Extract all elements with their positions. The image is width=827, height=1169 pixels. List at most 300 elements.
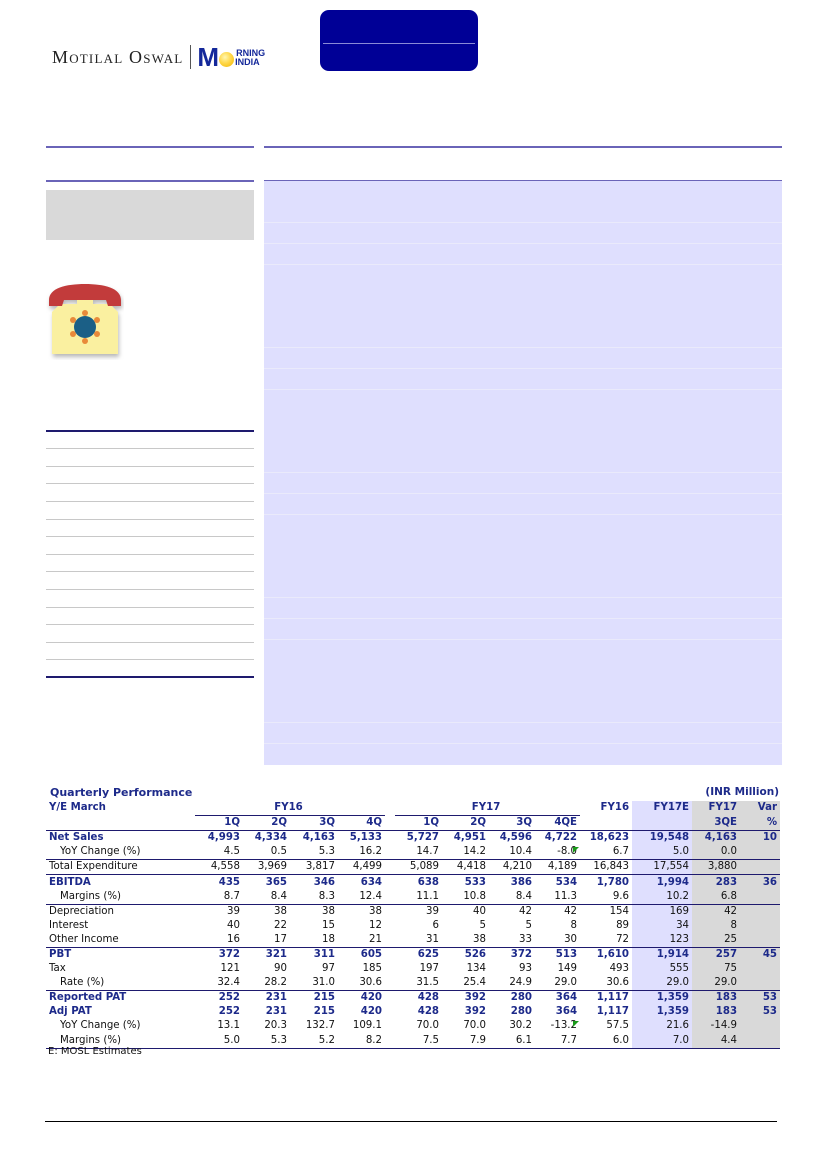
list-row bbox=[46, 590, 254, 608]
table-row bbox=[46, 860, 780, 875]
value-cell bbox=[740, 933, 780, 948]
cell-value: 39 bbox=[227, 905, 240, 917]
value-cell bbox=[489, 845, 535, 860]
value-cell bbox=[290, 933, 338, 948]
table-row bbox=[46, 1019, 780, 1033]
cell-value: 14.7 bbox=[416, 846, 440, 858]
value-cell bbox=[395, 947, 442, 962]
subheader-cell: 4Q bbox=[366, 817, 383, 829]
list-header-row bbox=[46, 414, 254, 432]
panel-separator bbox=[264, 472, 782, 473]
value-cell bbox=[632, 933, 692, 948]
value-cell bbox=[740, 890, 780, 905]
cell-value: 392 bbox=[464, 1006, 487, 1018]
cell-value: 30.6 bbox=[606, 977, 630, 989]
cell-value: 36 bbox=[762, 876, 778, 888]
subheader-cell: 3QE bbox=[692, 816, 740, 831]
value-cell bbox=[442, 919, 489, 933]
value-cell bbox=[243, 947, 290, 962]
value-cell bbox=[489, 1005, 535, 1019]
value-cell bbox=[243, 1005, 290, 1019]
cell-value: 45 bbox=[762, 948, 778, 960]
value-cell bbox=[692, 1005, 740, 1019]
cell-value: 215 bbox=[313, 992, 335, 1004]
value-cell bbox=[580, 976, 632, 991]
cell-value: 38 bbox=[274, 905, 287, 917]
value-cell bbox=[692, 1019, 740, 1033]
value-cell bbox=[580, 860, 632, 875]
panel-separator bbox=[264, 639, 782, 640]
value-cell bbox=[395, 831, 442, 846]
value-cell bbox=[489, 860, 535, 875]
cell-value: 132.7 bbox=[305, 1020, 335, 1032]
row-label: Interest bbox=[49, 919, 89, 931]
cell-value: 5.0 bbox=[223, 1034, 240, 1046]
value-cell bbox=[195, 962, 243, 976]
cell-value: 4,558 bbox=[210, 861, 240, 873]
value-cell bbox=[632, 919, 692, 933]
cell-value: 7.0 bbox=[672, 1034, 690, 1046]
cell-value-with-comment: -13.2 bbox=[550, 1020, 578, 1032]
value-cell bbox=[580, 875, 632, 890]
col-label-header: Y/E March bbox=[49, 802, 106, 814]
cell-value: 526 bbox=[464, 948, 487, 960]
value-cell bbox=[243, 831, 290, 846]
cell-value: 4,596 bbox=[499, 832, 533, 844]
value-cell bbox=[395, 1019, 442, 1033]
value-cell bbox=[195, 991, 243, 1006]
cell-value: 364 bbox=[555, 992, 578, 1004]
conference-call-icon bbox=[46, 282, 124, 360]
value-cell bbox=[692, 919, 740, 933]
value-cell bbox=[535, 933, 580, 948]
cell-value: 75 bbox=[724, 963, 738, 975]
cell-value: 40 bbox=[473, 905, 487, 917]
gap-cell bbox=[385, 919, 395, 933]
value-cell bbox=[489, 933, 535, 948]
value-cell bbox=[692, 860, 740, 875]
cell-value: 90 bbox=[274, 963, 287, 975]
cell-value: 197 bbox=[419, 963, 440, 975]
value-cell bbox=[535, 947, 580, 962]
value-cell bbox=[395, 845, 442, 860]
value-cell bbox=[489, 831, 535, 846]
value-cell bbox=[338, 1019, 385, 1033]
cell-value: 428 bbox=[417, 992, 440, 1004]
value-cell bbox=[740, 962, 780, 976]
cell-value: 183 bbox=[715, 1006, 738, 1018]
value-cell bbox=[195, 1034, 243, 1049]
cell-value: 53 bbox=[762, 992, 778, 1004]
cell-value: 18,623 bbox=[589, 832, 630, 844]
cell-value: 6.0 bbox=[612, 1034, 630, 1046]
cell-value: 121 bbox=[220, 963, 240, 975]
value-cell bbox=[580, 890, 632, 905]
value-cell bbox=[442, 1019, 489, 1033]
cell-value: 93 bbox=[519, 963, 533, 975]
right-section-rule-top bbox=[264, 146, 782, 148]
cell-value: 10.2 bbox=[666, 890, 690, 902]
subheader-cell: % bbox=[740, 816, 780, 831]
value-cell bbox=[489, 890, 535, 905]
value-cell bbox=[632, 904, 692, 919]
cell-value: 17 bbox=[274, 933, 287, 945]
value-cell bbox=[290, 976, 338, 991]
value-cell bbox=[195, 875, 243, 890]
value-cell bbox=[489, 919, 535, 933]
table-row bbox=[46, 1005, 780, 1019]
value-cell bbox=[395, 860, 442, 875]
col-header-fy17-quarter: FY17 bbox=[692, 801, 740, 816]
cell-value: 1,994 bbox=[656, 876, 690, 888]
value-cell bbox=[195, 890, 243, 905]
cell-value: 22 bbox=[274, 919, 287, 931]
cell-value: 8.2 bbox=[365, 1034, 383, 1046]
value-cell bbox=[692, 947, 740, 962]
panel-separator bbox=[264, 264, 782, 265]
value-cell bbox=[395, 991, 442, 1006]
wordmark-india: INDIA bbox=[235, 57, 260, 67]
cell-value: 39 bbox=[426, 905, 440, 917]
value-cell bbox=[338, 860, 385, 875]
table-row bbox=[46, 904, 780, 919]
table-group-header bbox=[46, 801, 780, 816]
cell-value: 29.0 bbox=[714, 977, 738, 989]
cell-value: 4,163 bbox=[704, 832, 738, 844]
row-label: Reported PAT bbox=[46, 991, 195, 1006]
cell-value: 16,843 bbox=[593, 861, 630, 873]
value-cell bbox=[740, 1019, 780, 1033]
value-cell bbox=[442, 890, 489, 905]
value-cell bbox=[442, 845, 489, 860]
cell-value: 386 bbox=[510, 876, 533, 888]
col-header-var: Var bbox=[740, 801, 780, 816]
group-header-fy16: FY16 bbox=[195, 801, 385, 816]
cell-value: 280 bbox=[510, 1006, 533, 1018]
value-cell bbox=[338, 947, 385, 962]
subheader-cell bbox=[580, 816, 632, 831]
cell-value: 9.6 bbox=[612, 890, 630, 902]
cell-value: 11.1 bbox=[416, 890, 440, 902]
value-cell bbox=[535, 991, 580, 1006]
table-row bbox=[46, 831, 780, 846]
cell-value: 89 bbox=[616, 919, 630, 931]
value-cell bbox=[290, 962, 338, 976]
value-cell bbox=[395, 1034, 442, 1049]
value-cell bbox=[442, 904, 489, 919]
cell-value: 321 bbox=[265, 948, 287, 960]
value-cell bbox=[535, 976, 580, 991]
value-cell bbox=[195, 831, 243, 846]
subheader-cell: 3Q bbox=[319, 817, 335, 829]
cell-value: 4,993 bbox=[207, 832, 240, 844]
subheader-blank bbox=[46, 816, 195, 831]
value-cell bbox=[338, 933, 385, 948]
cell-value: 42 bbox=[519, 905, 533, 917]
list-row bbox=[46, 467, 254, 485]
value-cell bbox=[535, 1019, 580, 1033]
cell-value: 1,610 bbox=[596, 948, 630, 960]
cell-value: 70.0 bbox=[416, 1020, 440, 1032]
gap-cell bbox=[385, 904, 395, 919]
row-label: EBITDA bbox=[46, 875, 195, 890]
cell-value: 34 bbox=[676, 919, 690, 931]
cell-value: 30.2 bbox=[509, 1020, 533, 1032]
table-row bbox=[46, 976, 780, 991]
value-cell bbox=[290, 1019, 338, 1033]
value-cell bbox=[442, 976, 489, 991]
cell-value: 97 bbox=[322, 963, 335, 975]
cell-value: 4.5 bbox=[223, 846, 240, 858]
row-label: Tax bbox=[49, 963, 66, 975]
panel-separator bbox=[264, 347, 782, 348]
value-cell bbox=[580, 845, 632, 860]
panel-separator bbox=[264, 597, 782, 598]
gap-cell bbox=[385, 875, 395, 890]
value-cell bbox=[489, 991, 535, 1006]
value-cell bbox=[489, 976, 535, 991]
table-row bbox=[46, 1034, 780, 1049]
value-cell bbox=[243, 991, 290, 1006]
cell-value: 11.3 bbox=[554, 890, 578, 902]
cell-value: 311 bbox=[313, 948, 335, 960]
cell-value: 109.1 bbox=[352, 1020, 383, 1032]
cell-value: 19,548 bbox=[649, 832, 690, 844]
cell-value: 185 bbox=[362, 963, 383, 975]
value-cell bbox=[395, 976, 442, 991]
cell-value: 15 bbox=[322, 919, 335, 931]
value-cell bbox=[580, 991, 632, 1006]
cell-value: 252 bbox=[218, 1006, 240, 1018]
cell-value: 154 bbox=[609, 905, 630, 917]
cell-value: 215 bbox=[313, 1006, 335, 1018]
gap-cell bbox=[385, 860, 395, 875]
value-cell bbox=[442, 933, 489, 948]
list-row bbox=[46, 572, 254, 590]
cell-value: 28.2 bbox=[264, 977, 287, 989]
value-cell bbox=[290, 860, 338, 875]
cell-value: 513 bbox=[555, 948, 578, 960]
value-cell bbox=[632, 1019, 692, 1033]
value-cell bbox=[580, 904, 632, 919]
cell-value: 283 bbox=[715, 876, 738, 888]
gap-cell bbox=[385, 831, 395, 846]
cell-value: 5 bbox=[525, 919, 533, 931]
value-cell bbox=[632, 831, 692, 846]
cell-value: 6 bbox=[432, 919, 440, 931]
value-cell bbox=[243, 962, 290, 976]
subheader-cell: 2Q bbox=[271, 817, 287, 829]
cell-value: 20.3 bbox=[264, 1020, 287, 1032]
value-cell bbox=[489, 1034, 535, 1049]
cell-value: 1,359 bbox=[656, 1006, 690, 1018]
table-subheader bbox=[46, 816, 780, 831]
cell-value: 21.6 bbox=[666, 1020, 690, 1032]
cell-value: 372 bbox=[218, 948, 240, 960]
gap-cell bbox=[385, 890, 395, 905]
value-cell bbox=[580, 1005, 632, 1019]
value-cell bbox=[243, 860, 290, 875]
cell-value: 4,163 bbox=[302, 832, 335, 844]
footer-rule bbox=[45, 1121, 777, 1122]
panel-separator bbox=[264, 722, 782, 723]
cell-value: 7.5 bbox=[422, 1034, 440, 1046]
cell-value: 8.7 bbox=[223, 890, 240, 902]
cell-value: 4,951 bbox=[453, 832, 487, 844]
cell-value: 4,499 bbox=[352, 861, 383, 873]
value-cell bbox=[692, 991, 740, 1006]
summary-panel bbox=[264, 181, 782, 765]
cell-value: 365 bbox=[265, 876, 287, 888]
value-cell bbox=[338, 831, 385, 846]
value-cell bbox=[395, 890, 442, 905]
cell-value: 605 bbox=[360, 948, 383, 960]
table-row bbox=[46, 991, 780, 1006]
value-cell bbox=[535, 1005, 580, 1019]
value-cell bbox=[395, 933, 442, 948]
value-cell bbox=[290, 845, 338, 860]
value-cell bbox=[632, 1034, 692, 1049]
gap-cell bbox=[385, 1019, 395, 1033]
gap-cell bbox=[385, 845, 395, 860]
cell-value: 30 bbox=[564, 933, 578, 945]
cell-value: 257 bbox=[715, 948, 738, 960]
value-cell bbox=[632, 845, 692, 860]
cell-value: 280 bbox=[510, 992, 533, 1004]
value-cell bbox=[692, 890, 740, 905]
cell-value: 364 bbox=[555, 1006, 578, 1018]
value-cell bbox=[580, 1034, 632, 1049]
subheader-cell: 1Q bbox=[423, 817, 440, 829]
value-cell bbox=[195, 845, 243, 860]
cell-value: 24.9 bbox=[509, 977, 533, 989]
value-cell bbox=[243, 904, 290, 919]
value-cell bbox=[632, 875, 692, 890]
value-cell bbox=[632, 976, 692, 991]
cell-value: 25.4 bbox=[463, 977, 487, 989]
value-cell bbox=[740, 860, 780, 875]
panel-separator bbox=[264, 493, 782, 494]
list-row bbox=[46, 520, 254, 538]
value-cell bbox=[290, 875, 338, 890]
value-cell bbox=[740, 845, 780, 860]
value-cell bbox=[632, 890, 692, 905]
value-cell bbox=[243, 919, 290, 933]
cell-value: 21 bbox=[369, 933, 383, 945]
wordmark-rning: RNING bbox=[236, 48, 266, 58]
value-cell bbox=[338, 904, 385, 919]
cell-value: 8 bbox=[570, 919, 578, 931]
value-cell bbox=[195, 919, 243, 933]
value-cell bbox=[338, 962, 385, 976]
row-label: PBT bbox=[46, 947, 195, 962]
value-cell bbox=[442, 962, 489, 976]
list-row bbox=[46, 625, 254, 643]
cell-value: 4,189 bbox=[547, 861, 578, 873]
cell-value: 4,722 bbox=[544, 832, 578, 844]
value-cell bbox=[195, 947, 243, 962]
cell-value: 149 bbox=[557, 963, 578, 975]
table-title: Quarterly Performance bbox=[50, 786, 193, 799]
header-box-divider bbox=[323, 43, 475, 44]
value-cell bbox=[632, 991, 692, 1006]
value-cell bbox=[489, 1019, 535, 1033]
value-cell bbox=[338, 1034, 385, 1049]
value-cell bbox=[195, 1005, 243, 1019]
value-cell bbox=[535, 875, 580, 890]
value-cell bbox=[535, 831, 580, 846]
cell-value: 3,880 bbox=[707, 861, 738, 873]
list-row bbox=[46, 537, 254, 555]
group-header-fy17: FY17 bbox=[395, 801, 580, 816]
cell-value: 8.3 bbox=[318, 890, 335, 902]
left-section-rule-bottom bbox=[46, 180, 254, 182]
cell-value: 14.2 bbox=[463, 846, 487, 858]
value-cell bbox=[442, 947, 489, 962]
cell-value: 5,727 bbox=[406, 832, 440, 844]
subheader-cell: 1Q bbox=[224, 817, 240, 829]
panel-separator bbox=[264, 243, 782, 244]
panel-separator bbox=[264, 222, 782, 223]
cell-value: 29.0 bbox=[554, 977, 578, 989]
value-cell bbox=[338, 919, 385, 933]
value-cell bbox=[489, 904, 535, 919]
value-cell bbox=[195, 1019, 243, 1033]
cell-value: 16.2 bbox=[359, 846, 383, 858]
table-row bbox=[46, 919, 780, 933]
cell-value: 231 bbox=[265, 992, 287, 1004]
value-cell bbox=[535, 860, 580, 875]
subheader-cell: 3Q bbox=[516, 817, 533, 829]
cell-value: 4,210 bbox=[502, 861, 533, 873]
cell-value: 428 bbox=[417, 1006, 440, 1018]
motilal-oswal-logo bbox=[52, 44, 265, 70]
cell-value: 134 bbox=[466, 963, 487, 975]
cell-value: 42 bbox=[564, 905, 578, 917]
value-cell bbox=[580, 919, 632, 933]
row-label: Margins (%) bbox=[46, 1034, 195, 1049]
cell-value: 31.0 bbox=[312, 977, 335, 989]
subheader-cell: 4QE bbox=[554, 817, 578, 829]
gap-cell bbox=[385, 991, 395, 1006]
table-row bbox=[46, 845, 780, 860]
cell-value: 10.8 bbox=[463, 890, 487, 902]
cell-value: 372 bbox=[510, 948, 533, 960]
value-cell bbox=[535, 962, 580, 976]
gap-cell bbox=[385, 1034, 395, 1049]
gap-cell bbox=[385, 1005, 395, 1019]
value-cell bbox=[632, 947, 692, 962]
value-cell bbox=[243, 1034, 290, 1049]
cell-value: 5.3 bbox=[318, 846, 335, 858]
cell-value: 1,359 bbox=[656, 992, 690, 1004]
cell-value: 38 bbox=[473, 933, 487, 945]
left-section-rule-top bbox=[46, 146, 254, 148]
value-cell bbox=[692, 962, 740, 976]
cell-value: 5.0 bbox=[672, 846, 690, 858]
value-cell bbox=[580, 947, 632, 962]
value-cell bbox=[580, 933, 632, 948]
cell-value: 231 bbox=[265, 1006, 287, 1018]
cell-value: 1,914 bbox=[656, 948, 690, 960]
cell-value: 6.7 bbox=[612, 846, 630, 858]
cell-value: 493 bbox=[609, 963, 630, 975]
value-cell bbox=[395, 962, 442, 976]
cell-value: 3,969 bbox=[257, 861, 287, 873]
cell-value: 7.9 bbox=[469, 1034, 487, 1046]
value-cell bbox=[692, 933, 740, 948]
gap-cell bbox=[385, 933, 395, 948]
